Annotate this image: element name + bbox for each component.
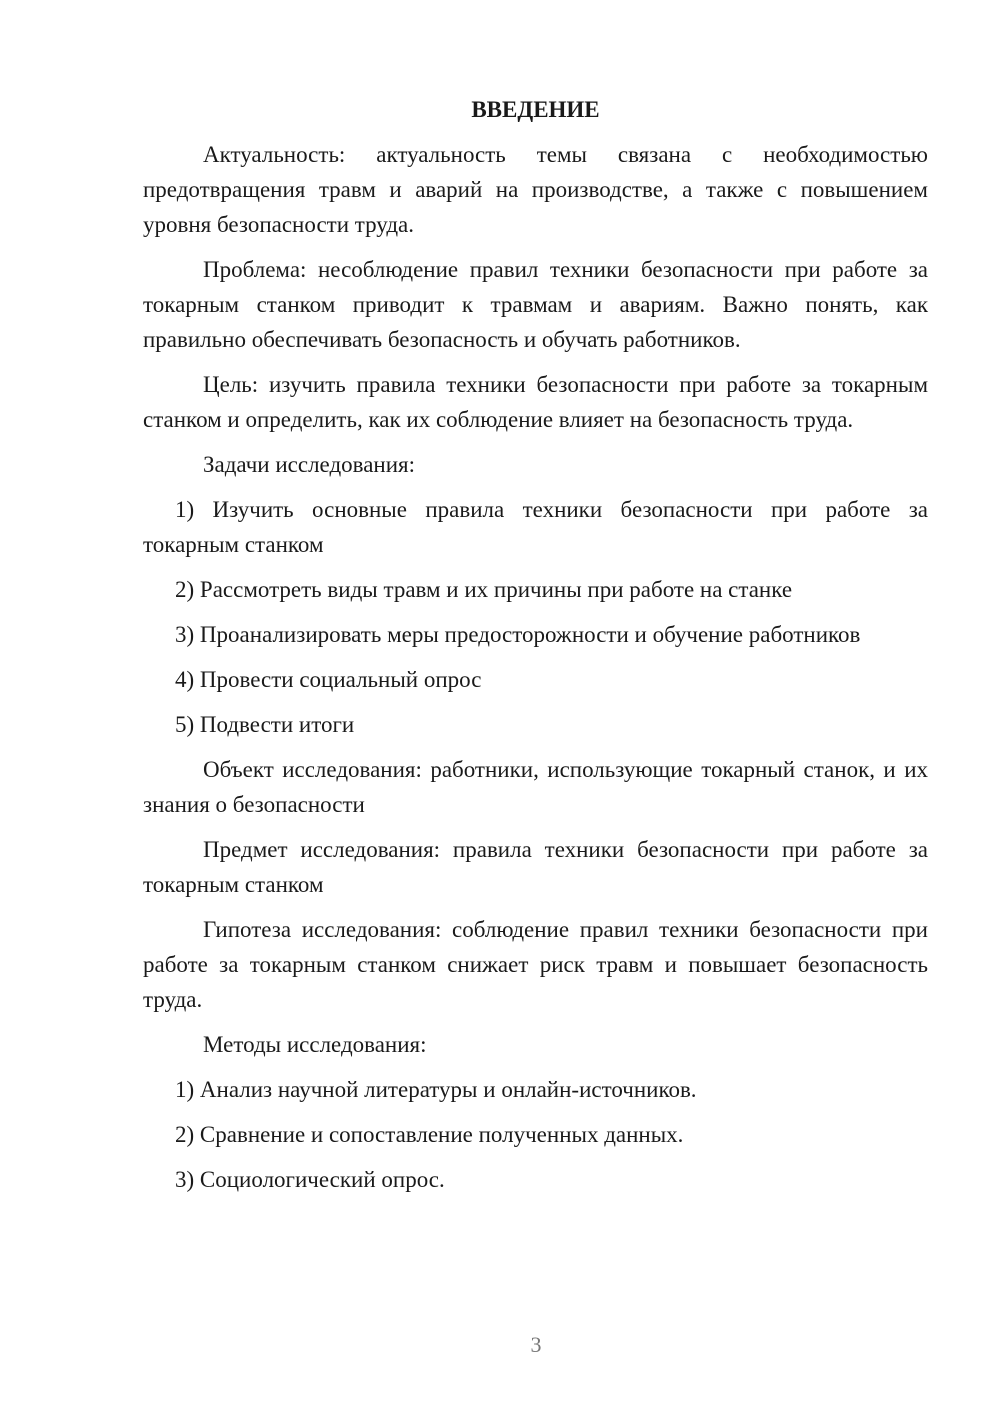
page-number: 3	[530, 1332, 542, 1357]
method-item: 2) Сравнение и сопоставление полученных данных.	[175, 1122, 684, 1147]
task-item: 3) Проанализировать меры предосторожности и обучение работников	[175, 622, 861, 647]
tasks-heading: Задачи исследования:	[203, 452, 416, 477]
problem-paragraph: Проблема: несоблюдение правил техники безопасности при работе за токарным станком приводит к травмам и авариям. Важно понять, как правильно обеспечивать безопасность и обучать работников.	[143, 257, 928, 352]
hypothesis-paragraph: Гипотеза исследования: соблюдение правил техники безопасности при работе за токарным станком снижает риск травм и повышает безопасность труда.	[143, 917, 928, 1012]
task-item: 4) Провести социальный опрос	[175, 667, 482, 692]
object-paragraph: Объект исследования: работники, использующие токарный станок, и их знания о безопасности	[143, 757, 928, 817]
document-body	[143, 92, 928, 1207]
task-item: 1) Изучить основные правила техники безопасности при работе за токарным станком	[143, 497, 928, 557]
relevance-paragraph: Актуальность: актуальность темы связана с необходимостью предотвращения травм и аварий на производстве, а также с повышением уровня безопасности труда.	[143, 142, 928, 237]
methods-heading: Методы исследования:	[203, 1032, 427, 1057]
goal-paragraph: Цель: изучить правила техники безопасности при работе за токарным станком и определить, как их соблюдение влияет на безопасность труда.	[143, 372, 928, 432]
subject-paragraph: Предмет исследования: правила техники безопасности при работе за токарным станком	[143, 837, 928, 897]
section-title: ВВЕДЕНИЕ	[471, 97, 600, 122]
method-item: 1) Анализ научной литературы и онлайн-источников.	[175, 1077, 697, 1102]
method-item: 3) Социологический опрос.	[175, 1167, 445, 1192]
task-item: 2) Рассмотреть виды травм и их причины при работе на станке	[175, 577, 793, 602]
task-item: 5) Подвести итоги	[175, 712, 355, 737]
